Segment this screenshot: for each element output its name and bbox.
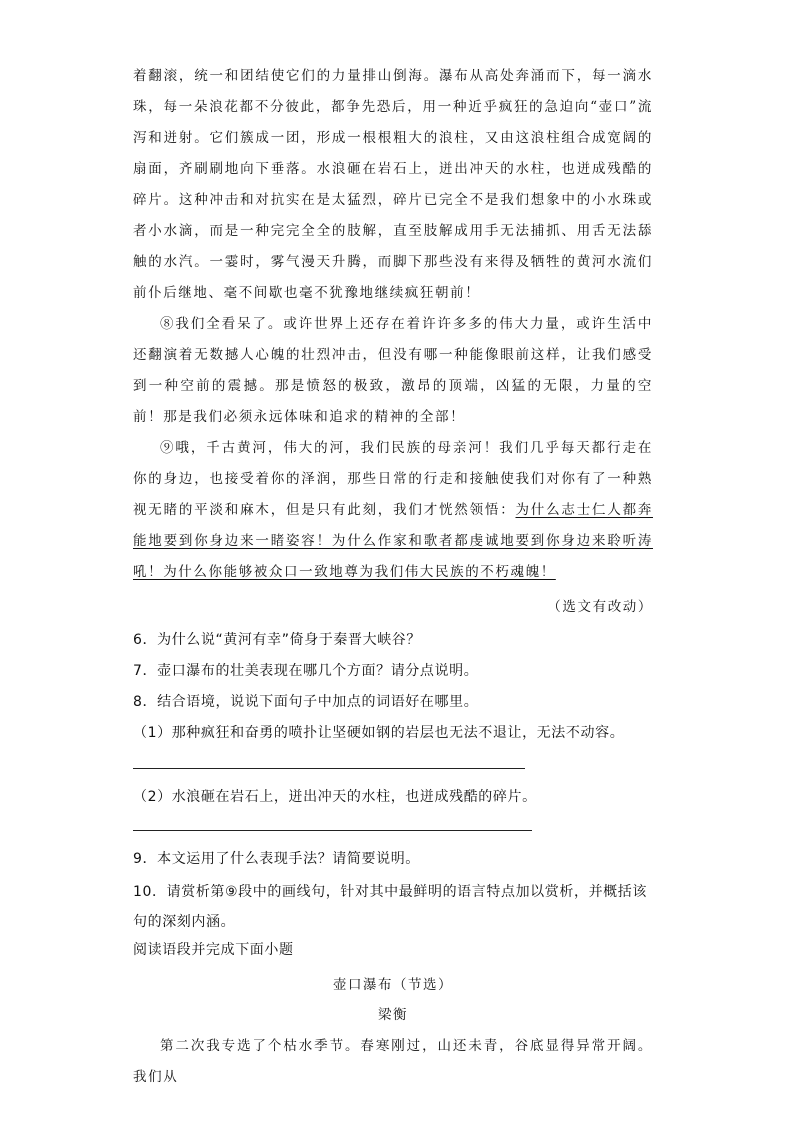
question-8-item-2: （2）水浪砸在岩石上，迸出冲天的水柱，也迸成残酷的碎片。 [133,789,537,805]
question-8-item-1: （1）那种疯狂和奋勇的喷扑让坚硬如钢的岩层也无法不退让，无法不动容。 [133,725,625,741]
question-9: 9．本文运用了什么表现手法？请简要说明。 [133,851,420,867]
answer-line-1 [133,768,525,769]
paragraph-8: ⑧我们全看呆了。或许世界上还存在着许许多多的伟大力量，或许生活中还翻演着无数撼人心魄的壮烈冲击，但没有哪一种能像眼前这样，让我们感受到一种空前的震撼。那是愤怒的极致，激昂的顶端，凶猛的无限，力量的空前！那是我们必须永远体味和追求的精神的全部！ [133,316,653,425]
excerpt-first-line: 第二次我专选了个枯水季节。春寒刚过，山还未青，谷底显得异常开阔。我们从 [133,1038,653,1085]
paragraph-9-text: ⑨哦，千古黄河，伟大的河，我们民族的母亲河！我们几乎每天都行走在你的身边，也接受着你的泽润，那些日常的行走和接触使我们对你有了一种熟视无睹的平淡和麻木，但是只有此刻，我们才恍然领悟： [133,440,653,518]
excerpt-author: 梁衡 [378,1007,408,1023]
section-instruction: 阅读语段并完成下面小题 [133,942,294,958]
question-10: 10．请赏析第⑨段中的画线句，针对其中最鲜明的语言特点加以赏析，并概括该句的深刻内涵。 [133,884,647,930]
source-note: （选文有改动） [547,599,653,615]
question-6: 6．为什么说“黄河有幸”倚身于秦晋大峡谷？ [133,632,422,648]
answer-line-2 [133,830,532,831]
question-7: 7．壶口瀑布的壮美表现在哪几个方面？请分点说明。 [133,663,479,679]
paragraph-9-underlined-sentence: 为什么志士仁人都奔能地要到你身边来一睹姿容！为什么作家和歌者都虔诚地要到你身边来聆听涛吼！为什么你能够被众口一致地尊为我们伟大民族的不朽魂魄！ [133,502,653,580]
excerpt-title: 壶口瀑布（节选） [333,977,453,993]
paragraph-7-continued: 着翻滚，统一和团结使它们的力量排山倒海。瀑布从高处奔涌而下，每一滴水珠，每一朵浪花都不分彼此，都争先恐后，用一种近乎疯狂的急迫向“壶口”流泻和迸射。它们簇成一团，形成一根根粗大的浪柱，又由这浪柱组合成宽阔的扇面，齐刷刷地向下垂落。水浪砸在岩石上，迸出冲天的水柱，也迸成残酷的碎片。这种冲击和对抗实在是太猛烈，碎片已完全不是我们想象中的小水珠或者小水滴，而是一种完完全全的肢解，直至肢解成用手无法捕抓、用舌无法舔触的水汽。一霎时，雾气漫天升腾，而脚下那些没有来得及牺牲的黄河水流们前仆后继地、毫不间歇也毫不犹豫地继续疯狂朝前！ [133,68,653,301]
paragraph-9 [133,433,653,588]
question-8: 8．结合语境，说说下面句子中加点的词语好在哪里。 [133,694,479,710]
